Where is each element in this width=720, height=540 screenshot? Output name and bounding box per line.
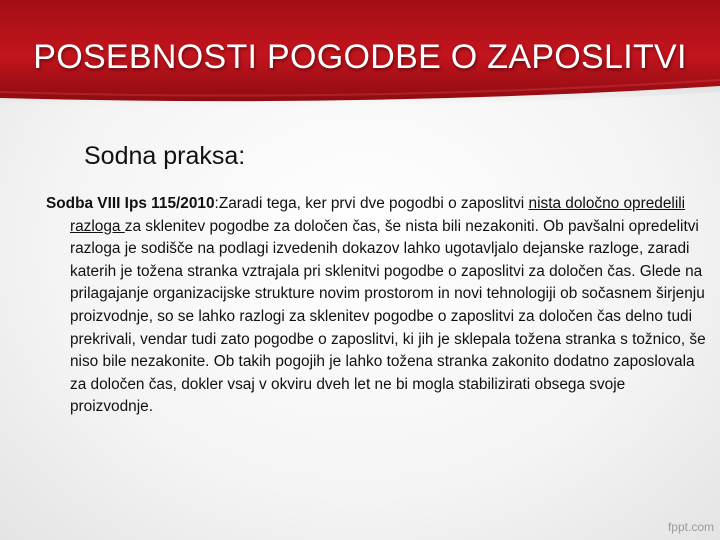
paragraph-text-part1: Zaradi tega, ker prvi dve pogodbi o zaposlitvi [218,195,529,212]
slide-subtitle: Sodna praksa: [84,142,246,170]
slide-title: POSEBNOSTI POGODBE O ZAPOSLITVI [33,38,687,76]
case-reference: Sodba VIII Ips 115/2010 [46,195,215,212]
body-paragraph [46,193,706,419]
watermark-text: fppt.com [667,520,714,534]
paragraph-text-part2: za sklenitev pogodbe za določen čas, še nista bili nezakoniti. Ob pavšalni opredelitvi razloga je sodišče na podlagi izvedenih dokazov lahko ugotavljalo dejanske razloge, zaradi katerih je tožena stranka vztrajala pri sklenitvi pogodbe o zaposlitvi za določen čas. Glede na prilagajanje organizacijske strukture novim prostorom in novi tehnologiji ob sočasnem širjenju proizvodnje, so se lahko razlogi za sklenitev pogodbe o zaposlitvi za določen čas delno tudi prekrivali, vendar tudi zato pogodbe o zaposlitvi, ki jih je sklepala tožena stranka s tožnico, še niso bile nezakonite. Ob takih pogojih je lahko tožena stranka zakonito dodatno zaposlovala za določen čas, dokler vsaj v okviru dveh let ne bi mogla stabilizirati obsega svoje proizvodnje. [70,217,706,416]
paragraph-underlined-text: nista določno opredelili razloga [70,195,686,235]
header-banner [0,0,720,118]
case-reference-separator: : [214,195,219,212]
